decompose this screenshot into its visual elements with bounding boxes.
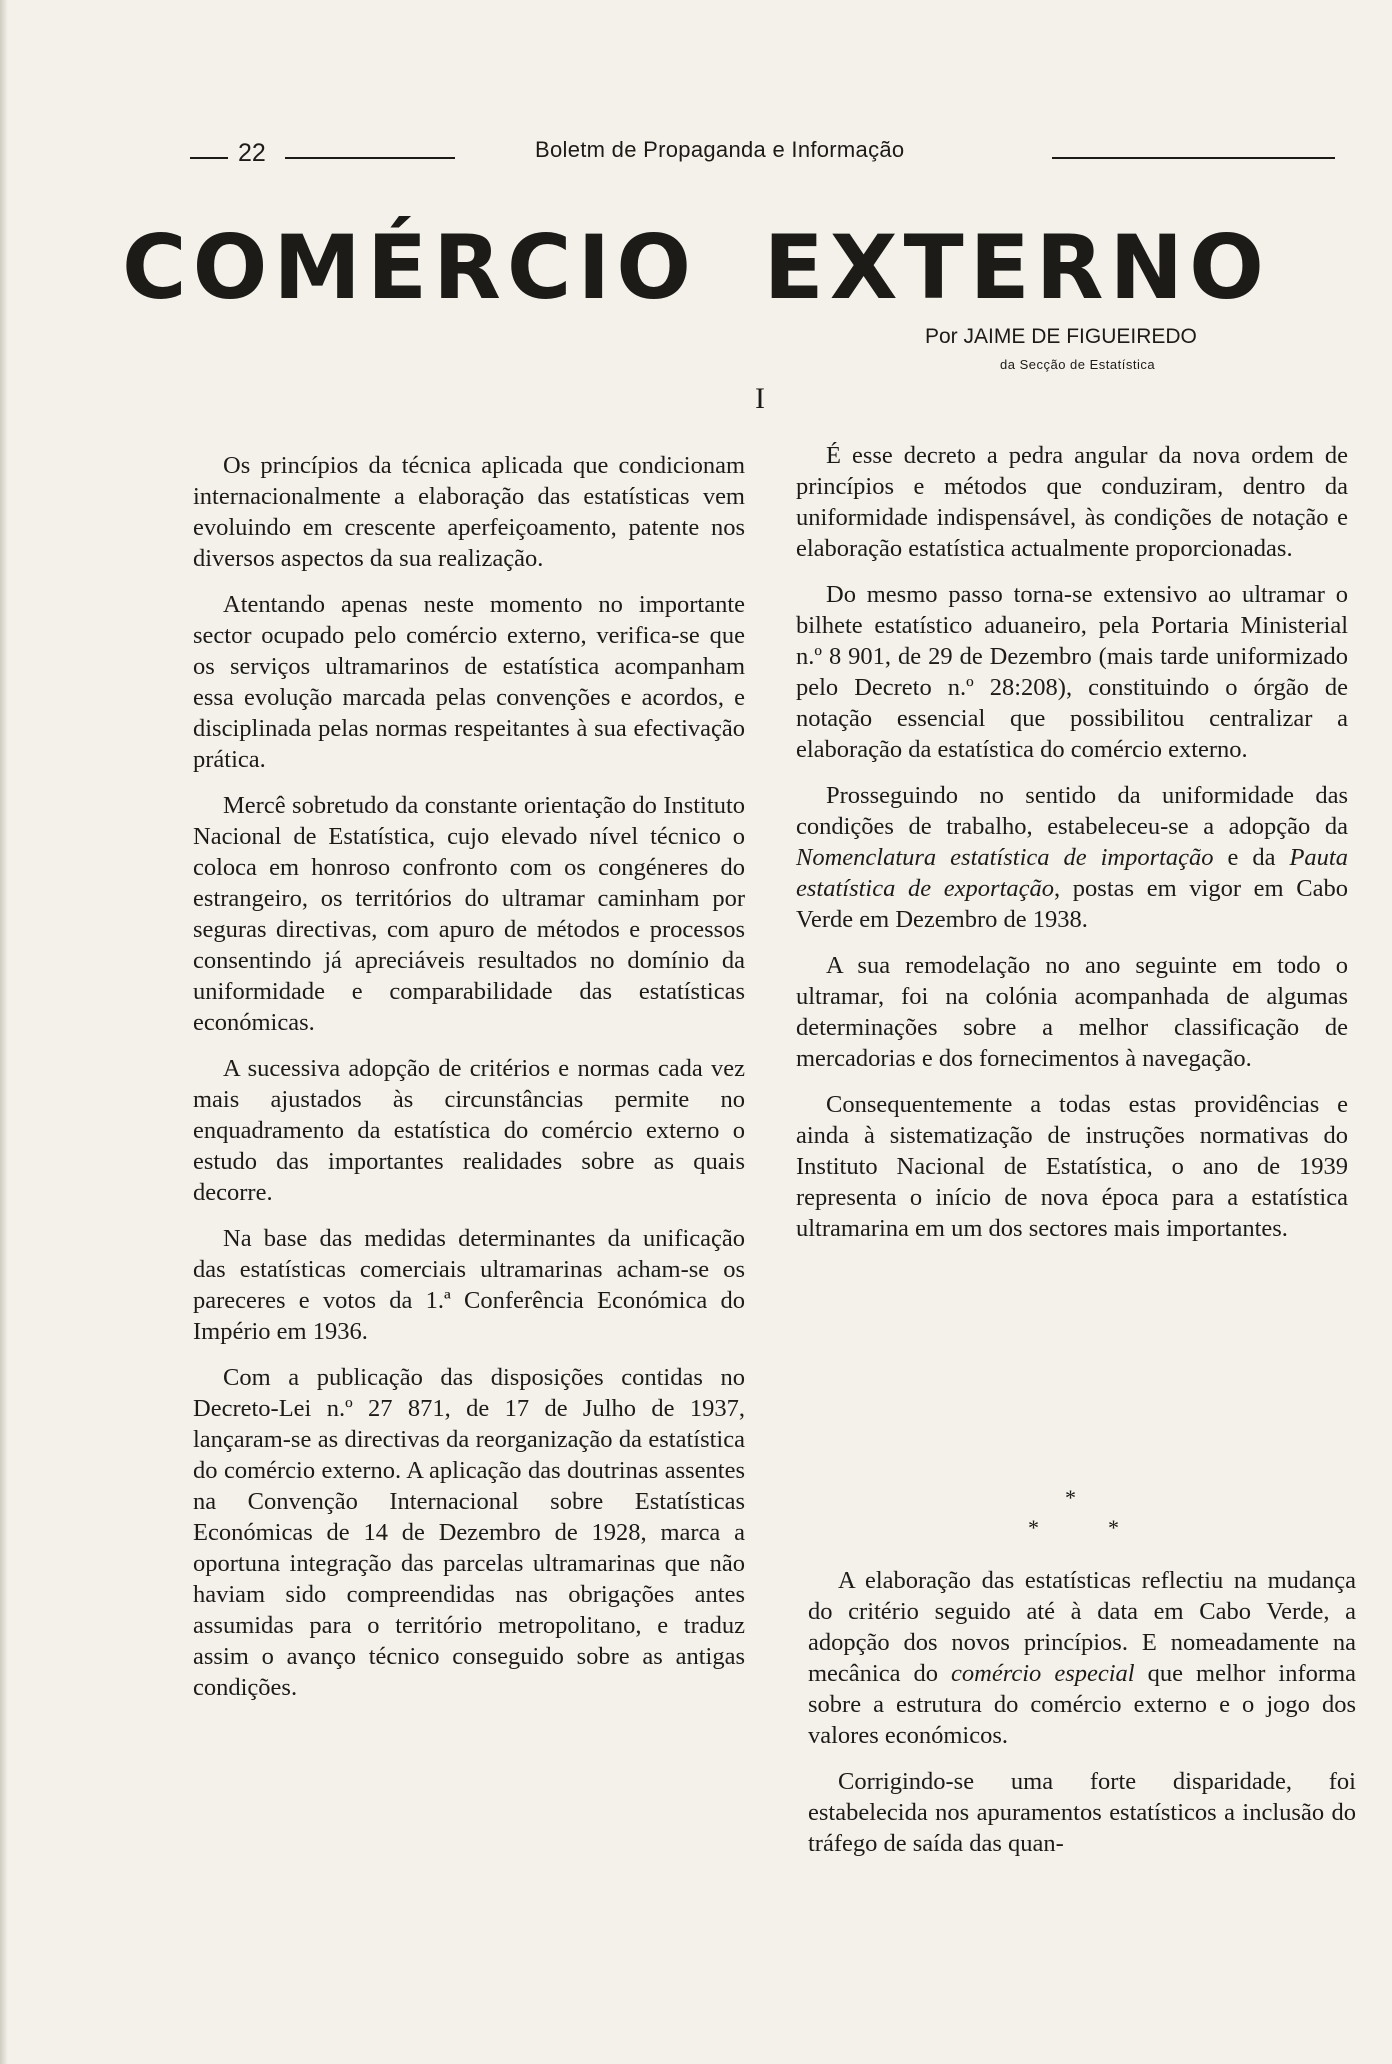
paragraph: Mercê sobretudo da constante orientação do Instituto Nacional de Estatística, cujo elevado nível técnico o coloca em honroso confronto com os congéneres do estrangeiro, os territórios do ultramar caminham por seguras directivas, com apuro de métodos e processos consentindo já apreciáveis resultados no domínio da uniformidade e comparabilidade das estatísticas económicas. [193,792,745,1036]
section-numeral: I [755,382,765,415]
paragraph: Corrigindo-se uma forte disparidade, foi estabelecida nos apuramentos estatísticos a inclusão do tráfego de saída das quan- [808,1768,1356,1857]
text-run: , postas em vigor em Cabo Verde em Dezembro de 1938. [796,875,1348,933]
paragraph [808,1565,1356,1751]
italic-title: Nomenclatura estatística de importação [796,844,1214,871]
header-rule-left-short [190,157,228,159]
right-column-top [796,440,1348,1259]
byline-affiliation: da Secção de Estatística [1000,357,1156,372]
paragraph: Do mesmo passo torna-se extensivo ao ultramar o bilhete estatístico aduaneiro, pela Portaria Ministerial n.º 8 901, de 29 de Dezembro (mais tarde uniformizado pelo Decreto n.º 28:208), constituindo o órgão de notação essencial que possibilitou centralizar a elaboração da estatística do comércio externo. [796,581,1348,763]
running-header [190,135,1335,175]
text-run: Prosseguindo no sentido da uniformidade das condições de trabalho, estabeleceu-se a adopção da [796,782,1348,840]
text-run: e da [1213,844,1290,871]
header-rule-left [285,157,455,159]
asterisk: * [1065,1485,1076,1510]
paragraph: Na base das medidas determinantes da unificação das estatísticas comerciais ultramarinas acham-se os pareceres e votos da 1.ª Conferência Económica do Império em 1936. [193,1225,745,1345]
paragraph: Com a publicação das disposições contidas no Decreto-Lei n.º 27 871, de 17 de Julho de 1937, lançaram-se as directivas da reorganização da estatística do comércio externo. A aplicação das doutrinas assentes na Convenção Internacional sobre Estatísticas Económicas de 14 de Dezembro de 1928, marca a oportuna integração das parcelas ultramarinas que não haviam sido compreendidas nas obrigações antes assumidas para o território metropolitano, e traduz assim o avanço técnico conseguido sobre as antigas condições. [193,1364,745,1701]
paragraph: Consequentemente a todas estas providências e ainda à sistematização de instruções normativas do Instituto Nacional de Estatística, o ano de 1939 representa o início de nova época para a estatística ultramarina em um dos sectores mais importantes. [796,1091,1348,1242]
asterisk: * [1028,1515,1039,1540]
paragraph: A sucessiva adopção de critérios e normas cada vez mais ajustados às circunstâncias permite no enquadramento da estatística do comércio externo o estudo das importantes realidades sobre as quais decorre. [193,1055,745,1206]
right-column-bottom [808,1565,1356,1874]
paragraph: Atentando apenas neste momento no importante sector ocupado pelo comércio externo, verifica-se que os serviços ultramarinos de estatística acompanham essa evolução marcada pelas convenções e acordos, e disciplinada pelas normas respeitantes à sua efectivação prática. [193,591,745,773]
italic-term: comércio especial [951,1660,1135,1687]
left-column [193,450,745,1718]
page-number: 22 [238,139,266,167]
asterisk: * [1108,1515,1119,1540]
italic-title: Pauta estatística de exportação [796,844,1348,902]
header-rule-right [1052,157,1335,159]
paragraph: É esse decreto a pedra angular da nova ordem de princípios e métodos que conduziram, dentro da uniformidade indispensável, às condições de notação e elaboração estatística actualmente proporcionadas. [796,442,1348,562]
article-title: COMÉRCIO EXTERNO [122,216,1270,319]
publication-title: Boletm de Propaganda e Informação [535,137,905,162]
asterism-divider [1020,1485,1140,1555]
byline: Por JAIME DE FIGUEIREDO [925,325,1197,348]
paragraph: A sua remodelação no ano seguinte em todo o ultramar, foi na colónia acompanhada de algumas determinações sobre a melhor classificação de mercadorias e dos fornecimentos à navegação. [796,952,1348,1072]
paragraph: Os princípios da técnica aplicada que condicionam internacionalmente a elaboração das estatísticas vem evoluindo em crescente aperfeiçoamento, patente nos diversos aspectos da sua realização. [193,452,745,572]
text-run: que melhor informa sobre a estrutura do comércio externo e o jogo dos valores económicos. [808,1660,1356,1749]
paragraph [796,780,1348,935]
text-run: A elaboração das estatísticas reflectiu na mudança do critério seguido até à data em Cabo Verde, a adopção dos novos princípios. E nomeadamente na mecânica do [808,1567,1356,1687]
